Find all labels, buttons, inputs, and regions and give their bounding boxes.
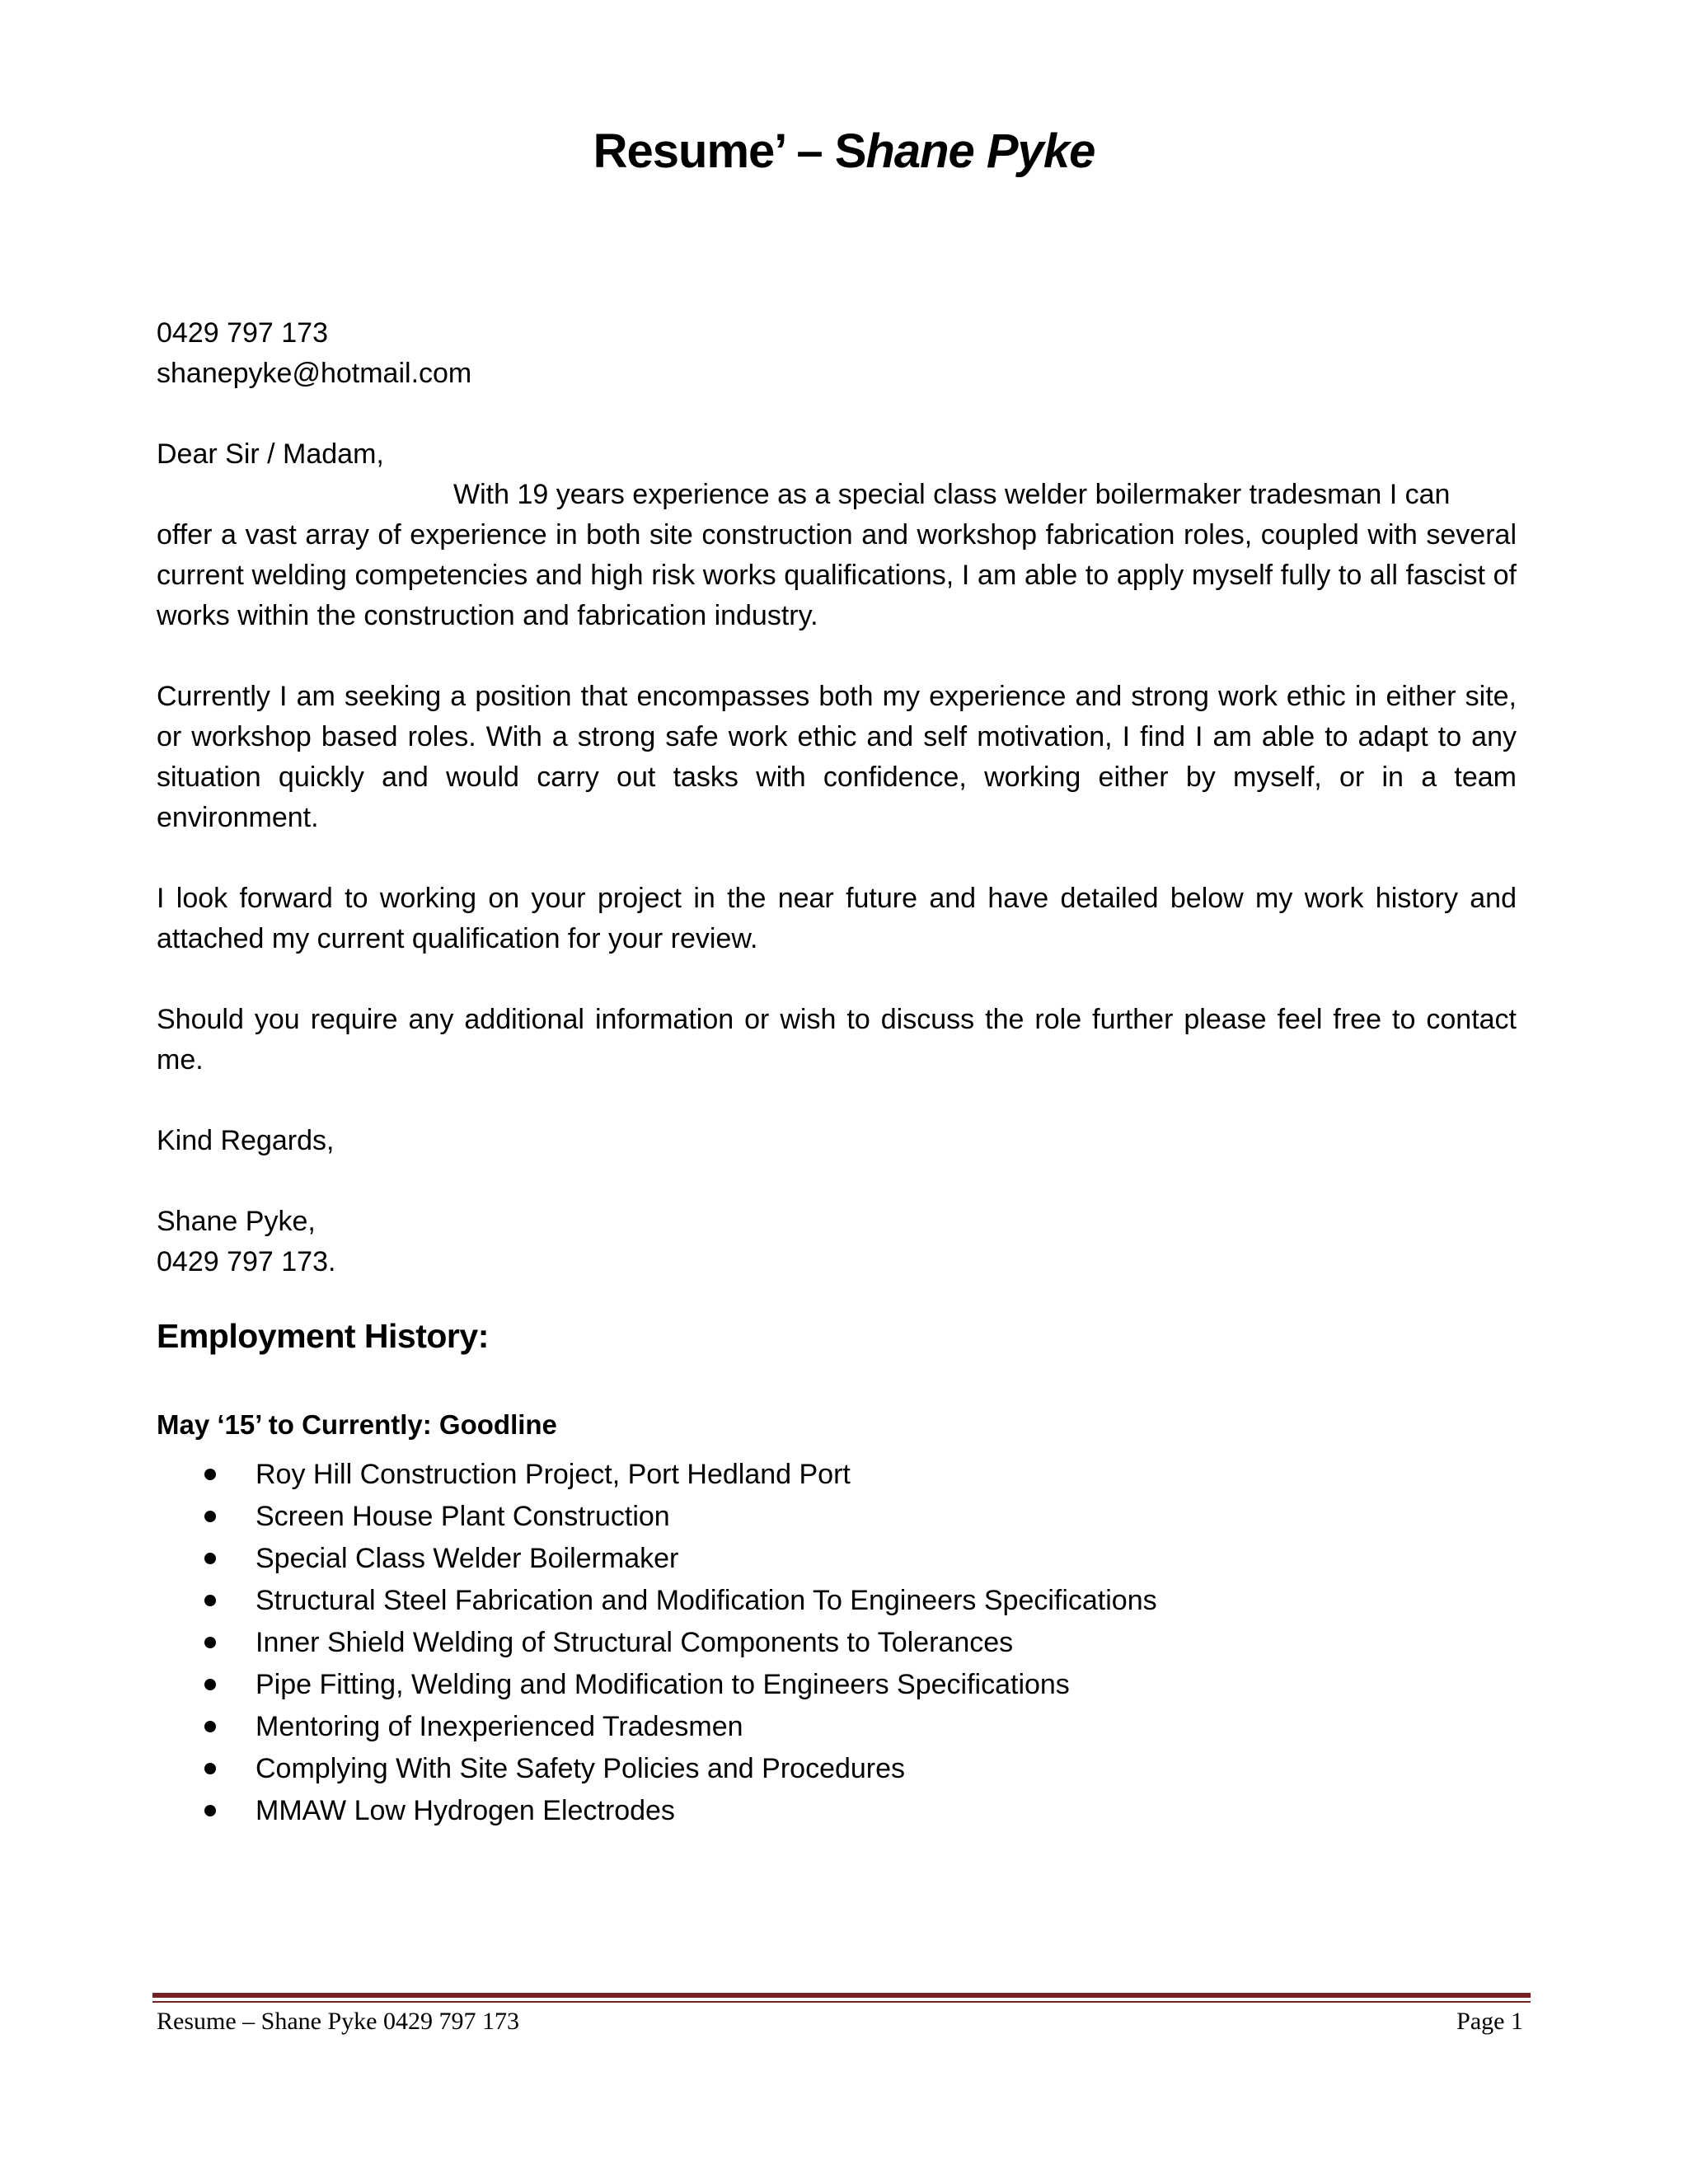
paragraph-2: Currently I am seeking a position that encompasses both my experience and strong work ethic in either site, or workshop based roles. With a strong safe work ethic and self motivation, I find I am able to adapt to any situation quickly and would carry out tasks with confidence, working either by myself, or in a team environment. xyxy=(157,681,1517,833)
cover-letter xyxy=(157,313,1517,1282)
employment-history-heading: Employment History: xyxy=(157,1317,489,1355)
spacer xyxy=(157,1161,1517,1202)
list-item xyxy=(157,1706,1157,1748)
list-item-text: Special Class Welder Boilermaker xyxy=(256,1543,679,1574)
list-item xyxy=(157,1664,1157,1706)
footer-text: Resume – Shane Pyke 0429 797 173 xyxy=(157,2008,519,2035)
list-item xyxy=(157,1454,1157,1496)
title-prefix: Resume’ – S xyxy=(593,124,866,178)
list-item-text: Complying With Site Safety Policies and Procedures xyxy=(256,1753,906,1784)
footer-divider-thick xyxy=(152,1993,1531,1998)
list-item-text: Mentoring of Inexperienced Tradesmen xyxy=(256,1711,743,1742)
bullet-icon xyxy=(204,1469,216,1480)
bullet-icon xyxy=(204,1511,216,1522)
bullet-icon xyxy=(204,1679,216,1690)
signature-name: Shane Pyke, xyxy=(157,1206,316,1237)
spacer xyxy=(157,636,1517,677)
paragraph-4: Should you require any additional information or wish to discuss the role further please feel free to contact me. xyxy=(157,1004,1517,1076)
page-number: Page 1 xyxy=(1456,2008,1523,2035)
title-name: hane Pyke xyxy=(865,124,1095,178)
list-item xyxy=(157,1580,1157,1622)
list-item xyxy=(157,1622,1157,1664)
job-duties-list xyxy=(157,1454,1157,1832)
closing: Kind Regards, xyxy=(157,1125,335,1156)
spacer xyxy=(157,1080,1517,1121)
salutation: Dear Sir / Madam, xyxy=(157,438,384,470)
list-item xyxy=(157,1538,1157,1580)
job-heading: May ‘15’ to Currently: Goodline xyxy=(157,1409,557,1440)
contact-email: shanepyke@hotmail.com xyxy=(157,358,472,389)
bullet-icon xyxy=(204,1805,216,1816)
list-item xyxy=(157,1790,1157,1832)
spacer xyxy=(157,838,1517,879)
list-item-text: Structural Steel Fabrication and Modification To Engineers Specifications xyxy=(256,1585,1157,1616)
footer-divider-thin xyxy=(152,2001,1531,2003)
page-title xyxy=(0,124,1688,179)
bullet-icon xyxy=(204,1595,216,1606)
list-item xyxy=(157,1496,1157,1538)
list-item-text: Roy Hill Construction Project, Port Hedland Port xyxy=(256,1459,851,1490)
list-item-text: Inner Shield Welding of Structural Components to Tolerances xyxy=(256,1627,1014,1658)
bullet-icon xyxy=(204,1721,216,1732)
list-item-text: Pipe Fitting, Welding and Modification to Engineers Specifications xyxy=(256,1669,1070,1700)
paragraph-1-first-line: With 19 years experience as a special class welder boilermaker tradesman I can xyxy=(453,479,1451,510)
spacer xyxy=(157,394,1517,434)
spacer xyxy=(157,959,1517,1000)
bullet-icon xyxy=(204,1763,216,1774)
paragraph-1: offer a vast array of experience in both site construction and workshop fabrication roles, coupled with several current welding competencies and high risk works qualifications, I am able to apply myself fully to all fascist of works within the construction and fabrication industry. xyxy=(157,519,1517,631)
contact-phone: 0429 797 173 xyxy=(157,317,328,349)
bullet-icon xyxy=(204,1553,216,1564)
signature-phone: 0429 797 173. xyxy=(157,1246,336,1277)
bullet-icon xyxy=(204,1637,216,1648)
list-item xyxy=(157,1748,1157,1790)
list-item-text: MMAW Low Hydrogen Electrodes xyxy=(256,1795,675,1826)
paragraph-3: I look forward to working on your project in the near future and have detailed below my work history and attached my current qualification for your review. xyxy=(157,883,1517,954)
list-item-text: Screen House Plant Construction xyxy=(256,1501,670,1532)
